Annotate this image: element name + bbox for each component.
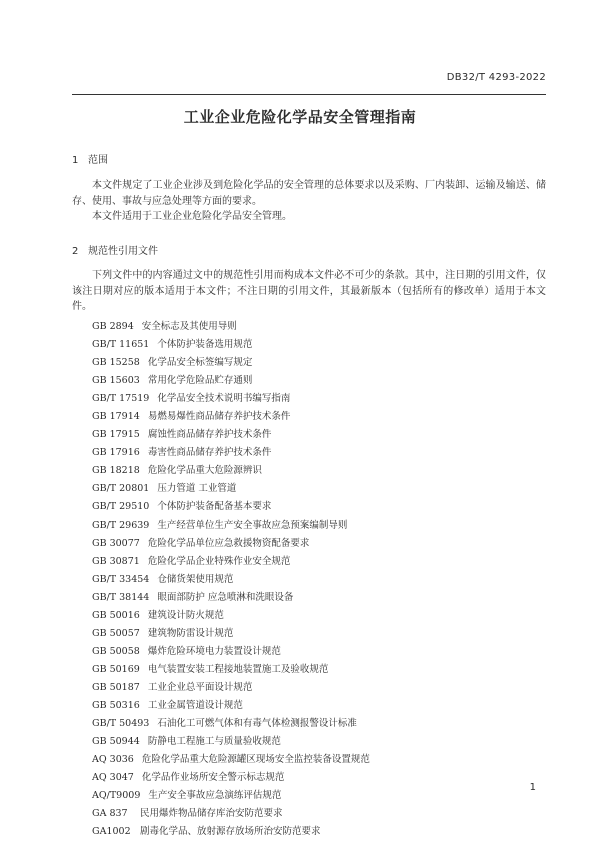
section-title: 范围	[88, 155, 108, 166]
reference-code: AQ 3047	[92, 772, 134, 784]
section-2-body	[72, 268, 546, 315]
reference-item	[92, 625, 370, 643]
reference-code: GB 17914	[92, 411, 140, 423]
reference-code: GB 17916	[92, 447, 140, 459]
reference-title: 化学品安全标签编写规定	[147, 357, 253, 369]
reference-item	[92, 661, 370, 679]
reference-title: 安全标志及其使用导则	[141, 321, 237, 332]
reference-title: 建筑设计防火规范	[147, 609, 224, 621]
section-2-heading	[72, 242, 158, 257]
section-title: 规范性引用文件	[88, 246, 158, 257]
reference-title: 工业金属管道设计规范	[147, 699, 243, 711]
paragraph: 本文件适用于工业企业危险化学品安全管理。	[92, 211, 292, 222]
reference-title: 生产安全事故应急演练评估规范	[148, 790, 282, 802]
reference-item	[92, 336, 370, 354]
reference-title: 化学品作业场所安全警示标志规范	[141, 772, 285, 784]
reference-item	[92, 535, 370, 553]
reference-item	[92, 769, 370, 787]
reference-item	[92, 462, 370, 480]
reference-code: GB 30077	[92, 537, 140, 549]
paragraph: 下列文件中的内容通过文中的规范性引用而构成本文件必不可少的条款。其中，注日期的引用文件，仅该注日期对应的版本适用于本文件；不注日期的引用文件，其最新版本（包括所有的修改单）适用于本文件。	[72, 270, 546, 312]
section-1-body	[72, 178, 546, 225]
reference-code: GB/T 17519	[92, 393, 150, 405]
reference-code: AQ/T9009	[92, 790, 141, 802]
reference-code: GB 15603	[92, 375, 140, 387]
reference-code: GB/T 38144	[92, 591, 150, 603]
reference-item	[92, 787, 370, 805]
reference-title: 腐蚀性商品储存养护技术条件	[147, 429, 272, 441]
reference-code: GB 15258	[92, 357, 140, 369]
reference-item	[92, 715, 370, 733]
reference-list	[92, 318, 370, 841]
reference-item	[92, 354, 370, 372]
reference-item	[92, 697, 370, 715]
reference-code: GB/T 20801	[92, 483, 150, 495]
reference-title: 压力管道 工业管道	[157, 483, 237, 495]
reference-code: GB 50057	[92, 627, 140, 639]
reference-item	[92, 318, 370, 336]
reference-title: 个体防护装备配备基本要求	[157, 501, 272, 513]
reference-title: 危险化学品重大危险源罐区现场安全监控装备设置规范	[141, 754, 370, 766]
reference-title: 仓储货架使用规范	[157, 573, 234, 585]
reference-item	[92, 390, 370, 408]
reference-code: GA 837	[92, 808, 128, 820]
reference-item	[92, 823, 370, 841]
reference-item	[92, 498, 370, 516]
reference-code: GB 50944	[92, 736, 140, 748]
reference-title: 建筑物防雷设计规范	[147, 627, 234, 639]
reference-title: 毒害性商品储存养护技术条件	[147, 447, 272, 459]
reference-title: 防静电工程施工与质量验收规范	[147, 736, 281, 748]
reference-item	[92, 517, 370, 535]
reference-item	[92, 679, 370, 697]
reference-code: GB 50169	[92, 663, 140, 675]
reference-title: 剧毒化学品、放射源存放场所治安防范要求	[140, 826, 321, 838]
paragraph: 本文件规定了工业企业涉及到危险化学品的安全管理的总体要求以及采购、厂内装卸、运输及输送、储存、使用、事故与应急处理等方面的要求。	[72, 180, 546, 207]
reference-title: 危险化学品重大危险源辨识	[147, 465, 262, 477]
reference-item	[92, 571, 370, 589]
reference-title: 个体防护装备选用规范	[157, 339, 253, 351]
reference-code: GB 18218	[92, 465, 140, 477]
reference-item	[92, 607, 370, 625]
reference-title: 常用化学危险品贮存通则	[147, 375, 253, 387]
reference-code: GA1002	[92, 826, 131, 838]
reference-title: 危险化学品企业特殊作业安全规范	[147, 555, 291, 567]
reference-item	[92, 408, 370, 426]
reference-code: AQ 3036	[92, 754, 134, 766]
reference-code: GB 17915	[92, 429, 140, 441]
reference-title: 民用爆炸物品储存库治安防范要求	[140, 808, 283, 820]
reference-item	[92, 553, 370, 571]
reference-title: 化学品安全技术说明书编写指南	[157, 393, 291, 405]
reference-item	[92, 643, 370, 661]
reference-title: 爆炸危险环境电力装置设计规范	[147, 645, 281, 657]
header-rule	[72, 94, 546, 95]
reference-code: GB/T 29510	[92, 501, 150, 513]
reference-title: 生产经营单位生产安全事故应急预案编制导则	[157, 519, 348, 531]
section-1-heading	[72, 151, 108, 166]
reference-code: GB/T 11651	[92, 339, 150, 351]
reference-title: 易燃易爆性商品储存养护技术条件	[147, 411, 291, 423]
reference-item	[92, 480, 370, 498]
section-number: 1	[72, 155, 79, 166]
reference-code: GB 50016	[92, 609, 140, 621]
reference-title: 电气装置安装工程接地装置施工及验收规范	[147, 663, 329, 675]
page-number: 1	[529, 782, 536, 793]
reference-title: 眼面部防护 应急喷淋和洗眼设备	[157, 591, 294, 603]
reference-code: GB/T 33454	[92, 573, 150, 585]
reference-item	[92, 444, 370, 462]
reference-item	[92, 426, 370, 444]
document-code: DB32/T 4293-2022	[446, 72, 546, 83]
reference-code: GB 30871	[92, 555, 140, 567]
reference-code: GB/T 29639	[92, 519, 150, 531]
reference-item	[92, 589, 370, 607]
reference-title: 石油化工可燃气体和有毒气体检测报警设计标准	[157, 718, 357, 730]
document-title: 工业企业危险化学品安全管理指南	[183, 108, 417, 126]
reference-item	[92, 805, 370, 823]
reference-code: GB/T 50493	[92, 718, 150, 730]
section-number: 2	[72, 246, 79, 257]
reference-code: GB 50058	[92, 645, 140, 657]
reference-item	[92, 751, 370, 769]
reference-item	[92, 733, 370, 751]
reference-code: GB 50316	[92, 699, 140, 711]
reference-title: 危险化学品单位应急救援物资配备要求	[147, 537, 310, 549]
reference-code: GB 50187	[92, 681, 140, 693]
reference-item	[92, 372, 370, 390]
reference-code: GB 2894	[92, 321, 134, 332]
reference-title: 工业企业总平面设计规范	[147, 681, 253, 693]
